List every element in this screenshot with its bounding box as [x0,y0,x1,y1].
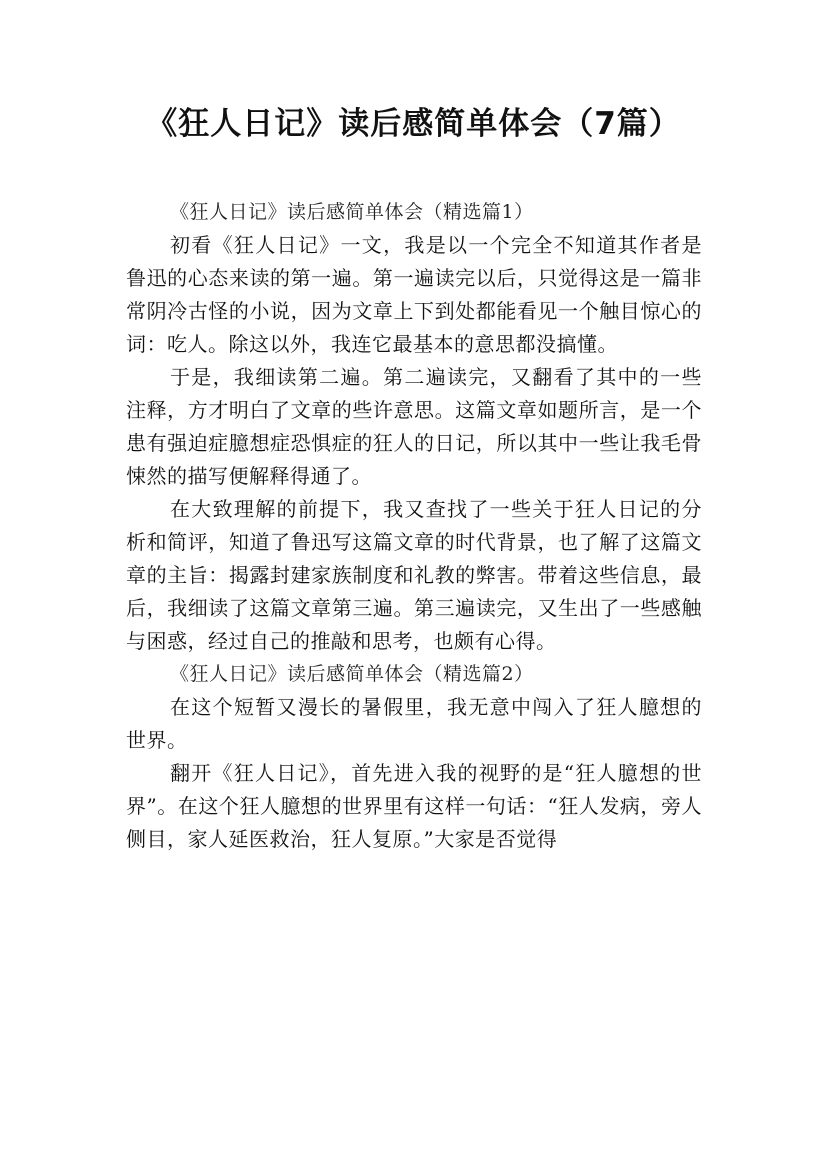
document-body [126,196,702,856]
paragraph: 在这个短暂又漫长的暑假里，我无意中闯入了狂人臆想的世界。 [126,695,702,752]
section-heading: 《狂人日记》读后感简单体会（精选篇1） [170,201,534,223]
paragraph: 翻开《狂人日记》，首先进入我的视野的是“狂人臆想的世界”。在这个狂人臆想的世界里有这样一句话：“狂人发病，旁人侧目，家人延医救治，狂人复原。”大家是否觉得 [126,761,702,851]
paragraph: 在大致理解的前提下，我又查找了一些关于狂人日记的分析和简评，知道了鲁迅写这篇文章的时代背景，也了解了这篇文章的主旨：揭露封建家族制度和礼教的弊害。带着这些信息，最后，我细读了这篇文章第三遍。第三遍读完，又生出了一些感触与困惑，经过自己的推敲和思考，也颇有心得。 [126,497,702,653]
paragraph: 初看《狂人日记》一文，我是以一个完全不知道其作者是鲁迅的心态来读的第一遍。第一遍读完以后，只觉得这是一篇非常阴冷古怪的小说，因为文章上下到处都能看见一个触目惊心的词：吃人。除这以外，我连它最基本的意思都没搞懂。 [126,233,702,356]
section-heading: 《狂人日记》读后感简单体会（精选篇2） [170,663,534,685]
document-title: 《狂人日记》读后感简单体会（7篇） [146,106,681,142]
paragraph: 于是，我细读第二遍。第二遍读完，又翻看了其中的一些注释，方才明白了文章的些许意思。这篇文章如题所言，是一个患有强迫症臆想症恐惧症的狂人的日记，所以其中一些让我毛骨悚然的描写便解释得通了。 [126,365,702,488]
